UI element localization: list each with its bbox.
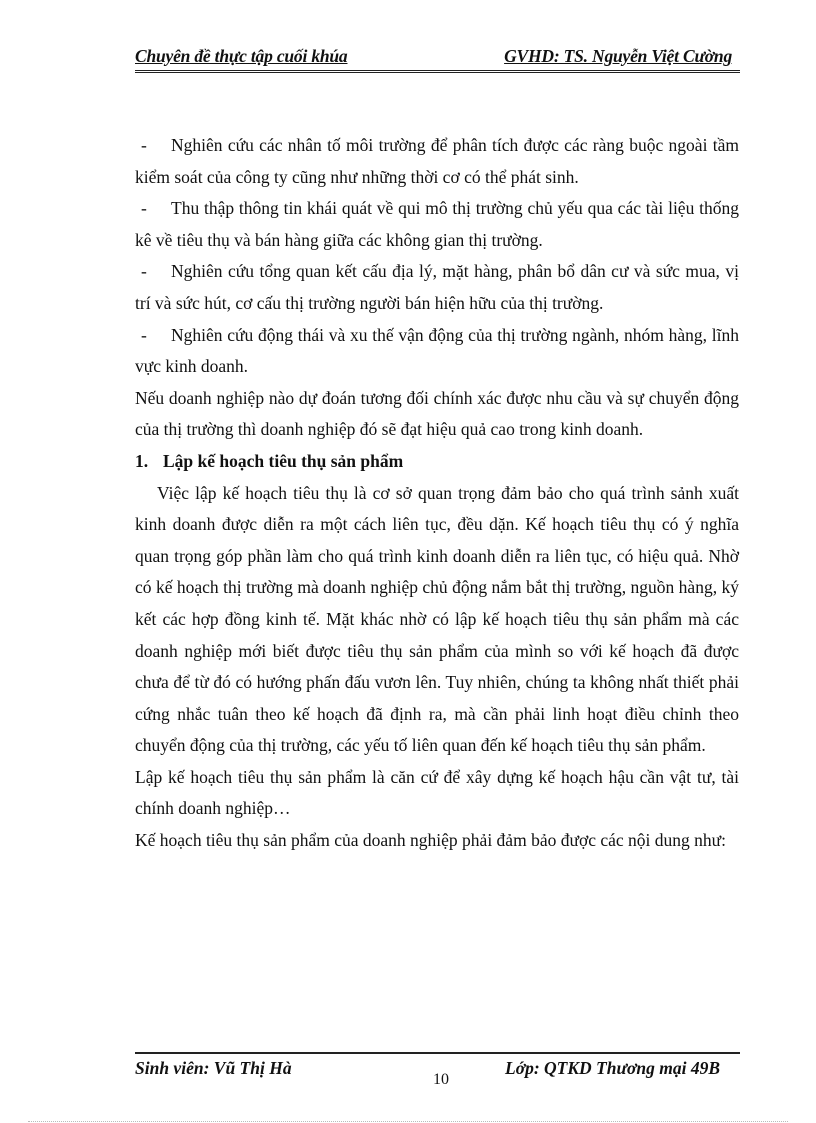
paragraph: Lập kế hoạch tiêu thụ sản phẩm là căn cứ để xây dựng kế hoạch hậu cần vật tư, tài chính doanh nghiệp… [135,766,739,819]
bullet-text: Thu thập thông tin khái quát về qui mô thị trường chủ yếu qua các tài liệu thống kê về tiêu thụ và bán hàng giữa các không gian thị trường. [135,198,739,250]
bullet-text: Nghiên cứu tổng quan kết cấu địa lý, mặt hàng, phân bổ dân cư và sức mua, vị trí và sức hút, cơ cấu thị trường người bán hiện hữu của thị trường. [135,261,739,313]
section-number: 1. [135,450,149,471]
section-heading [135,446,739,478]
footer-student: Sinh viên: Vũ Thị Hà [135,1058,292,1078]
paragraph: Kế hoạch tiêu thụ sản phẩm của doanh nghiệp phải đảm bảo được các nội dung như: [135,830,726,851]
page-number: 10 [433,1071,449,1088]
bullet-item: - Thu thập thông tin khái quát về qui mô thị trường chủ yếu qua các tài liệu thống kê về tiêu thụ và bán hàng giữa các không gian thị trường. [135,198,739,250]
page-body [135,130,739,857]
bullet-item: - Nghiên cứu tổng quan kết cấu địa lý, mặt hàng, phân bổ dân cư và sức mua, vị trí và sức hút, cơ cấu thị trường người bán hiện hữu của thị trường. [135,261,739,313]
bullet-text: Nghiên cứu các nhân tố môi trường để phân tích được các ràng buộc ngoài tầm kiểm soát của công ty cũng như những thời cơ có thể phát sinh. [135,135,739,187]
bullet-text: Nghiên cứu động thái và xu thế vận động của thị trường ngành, nhóm hàng, lĩnh vực kinh doanh. [135,324,739,377]
paragraph: Nếu doanh nghiệp nào dự đoán tương đối chính xác được nhu cầu và sự chuyển động của thị trường thì doanh nghiệp đó sẽ đạt hiệu quả cao trong kinh doanh. [135,387,739,440]
bullet-item: - Nghiên cứu các nhân tố môi trường để phân tích được các ràng buộc ngoài tầm kiểm soát của công ty cũng như những thời cơ có thể phát sinh. [135,135,739,187]
bullet-item: - Nghiên cứu động thái và xu thế vận động của thị trường ngành, nhóm hàng, lĩnh vực kinh doanh. [135,324,739,377]
page-edge-divider [28,1121,788,1122]
paragraph: Việc lập kế hoạch tiêu thụ là cơ sở quan trọng đảm bảo cho quá trình sảnh xuất kinh doanh được diễn ra một cách liên tục, đều dặn. Kế hoạch tiêu thụ có ý nghĩa quan trọng góp phần làm cho quá trình kinh doanh diễn ra liên tục, có hiệu quả. Nhờ có kế hoạch thị trường mà doanh nghiệp chủ động nắm bắt thị trường, nguồn hàng, ký kết các hợp đồng kinh tế. Mặt khác nhờ có lập kế hoạch tiêu thụ sản phẩm mà các doanh nghiệp mới biết được tiêu thụ sản phẩm của mình so với kế hoạch đã được chưa để từ đó có hướng phấn đấu vươn lên. Tuy nhiên, chúng ta không nhất thiết phải cứng nhắc tuân theo kế hoạch đã định ra, mà cần phải linh hoạt điều chỉnh theo chuyển động của thị trường, các yếu tố liên quan đến kế hoạch tiêu thụ sản phẩm. [135,482,739,756]
section-title: Lập kế hoạch tiêu thụ sản phẩm [163,450,404,471]
footer-class: Lớp: QTKD Thương mại 49B [505,1058,720,1078]
header-supervisor: GVHD: TS. Nguyễn Việt Cường [504,46,732,66]
header-course-title: Chuyên đề thực tập cuối khúa [135,46,348,66]
footer-divider [135,1052,740,1054]
page-header [135,44,740,73]
